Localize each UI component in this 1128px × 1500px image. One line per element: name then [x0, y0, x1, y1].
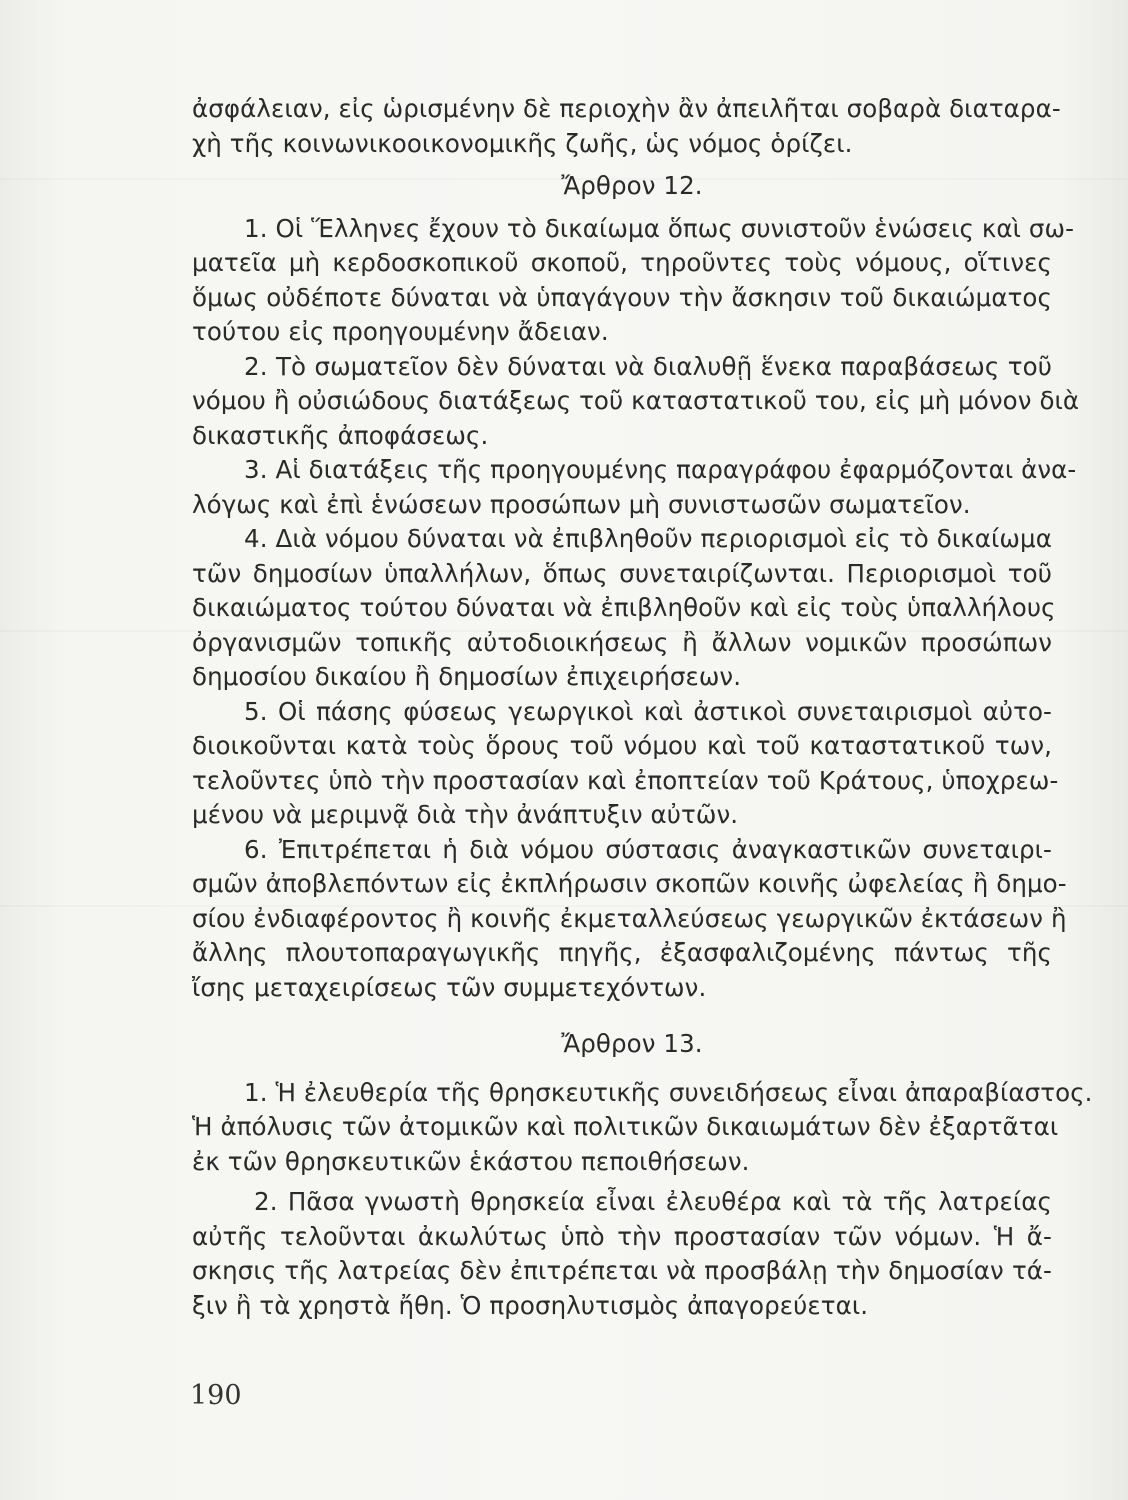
text-line: αὐτῆς τελοῦνται ἀκωλύτως ὑπὸ τὴν προστασίαν τῶν νόμων. Ἡ ἄ- [192, 1221, 1052, 1251]
paragraph-article-12-3 [192, 453, 1077, 522]
page-number: 190 [190, 1380, 242, 1411]
text-line: Ἡ ἀπόλυσις τῶν ἀτομικῶν καὶ πολιτικῶν δικαιωμάτων δὲν ἐξαρτᾶται [192, 1112, 1059, 1141]
text-line: ἀσφάλειαν, εἰς ὡρισμένην δὲ περιοχὴν ἂν ἀπειλῆται σοβαρὰ διαταρα- [192, 94, 1061, 123]
paragraph-article-13-1 [192, 1076, 1093, 1180]
text-line: δημοσίου δικαίου ἢ δημοσίων ἐπιχειρήσεων. [192, 662, 742, 691]
text-line: σμῶν ἀποβλεπόντων εἰς ἐκπλήρωσιν σκοπῶν κοινῆς ὠφελείας ἢ δημο- [192, 869, 1067, 898]
text-line: τελοῦντες ὑπὸ τὴν προστασίαν καὶ ἐποπτείαν τοῦ Κράτους, ὑποχρεω- [192, 765, 1059, 795]
text-line: ματεῖα μὴ κερδοσκοπικοῦ σκοποῦ, τηροῦντες τοὺς νόμους, οἵτινες [192, 248, 1052, 277]
text-line: 2. Πᾶσα γνωστὴ θρησκεία εἶναι ἐλευθέρα καὶ τὰ τῆς λατρείας [254, 1187, 1052, 1216]
text-line: ἄλλης πλουτοπαραγωγικῆς πηγῆς, ἐξασφαλιζομένης πάντως τῆς [192, 938, 1052, 967]
text-line: 1. Οἱ Ἕλληνες ἔχουν τὸ δικαίωμα ὅπως συνιστοῦν ἑνώσεις καὶ σω- [244, 213, 1075, 243]
text-line: ἐκ τῶν θρησκευτικῶν ἑκάστου πεποιθήσεων. [192, 1146, 750, 1176]
text-line: μένου νὰ μεριμνᾷ διὰ τὴν ἀνάπτυξιν αὐτῶν. [192, 800, 739, 829]
paragraph-intro [192, 92, 1061, 161]
paragraph-article-12-5 [192, 695, 1059, 833]
text-line: δικαστικῆς ἀποφάσεως. [192, 420, 489, 450]
text-line: 1. Ἡ ἐλευθερία τῆς θρησκευτικῆς συνειδήσεως εἶναι ἀπαραβίαστος. [244, 1077, 1093, 1107]
text-line: χὴ τῆς κοινωνικοοικονομικῆς ζωῆς, ὡς νόμος ὁρίζει. [192, 128, 853, 158]
paragraph-article-13-2 [192, 1185, 1052, 1323]
text-line: ξιν ἢ τὰ χρηστὰ ἤθη. Ὁ προσηλυτισμὸς ἀπαγορεύεται. [192, 1290, 869, 1320]
text-line: τούτου εἰς προηγουμένην ἄδειαν. [192, 317, 609, 346]
text-line: 3. Αἱ διατάξεις τῆς προηγουμένης παραγράφου ἐφαρμόζονται ἀνα- [244, 455, 1077, 484]
text-line: 5. Οἱ πάσης φύσεως γεωργικοὶ καὶ ἀστικοὶ συνεταιρισμοὶ αὐτο- [244, 696, 1052, 726]
text-line: 4. Διὰ νόμου δύναται νὰ ἐπιβληθοῦν περιορισμοὶ εἰς τὸ δικαίωμα [244, 524, 1052, 553]
text-line: διοικοῦνται κατὰ τοὺς ὅρους τοῦ νόμου καὶ τοῦ καταστατικοῦ των, [192, 731, 1052, 760]
text-line: ὅμως οὐδέποτε δύναται νὰ ὑπαγάγουν τὴν ἄσκησιν τοῦ δικαιώματος [192, 282, 1052, 312]
text-line: ἴσης μεταχειρίσεως τῶν συμμετεχόντων. [192, 972, 707, 1002]
document-body [192, 92, 1093, 1323]
paragraph-article-12-2 [192, 350, 1080, 454]
text-line: νόμου ἢ οὐσιώδους διατάξεως τοῦ καταστατικοῦ του, εἰς μὴ μόνον διὰ [192, 386, 1080, 415]
paragraph-article-12-4 [192, 522, 1056, 695]
text-line: σκησις τῆς λατρείας δὲν ἐπιτρέπεται νὰ προσβάλῃ τὴν δημοσίαν τά- [192, 1256, 1052, 1285]
text-line: σίου ἐνδιαφέροντος ἢ κοινῆς ἐκμεταλλεύσεως γεωργικῶν ἐκτάσεων ἢ [192, 903, 1067, 933]
text-line: τῶν δημοσίων ὑπαλλήλων, ὅπως συνεταιρίζωνται. Περιορισμοὶ τοῦ [192, 558, 1052, 588]
text-line: 2. Τὸ σωματεῖον δὲν δύναται νὰ διαλυθῇ ἕνεκα παραβάσεως τοῦ [244, 351, 1052, 381]
text-line: λόγως καὶ ἐπὶ ἑνώσεων προσώπων μὴ συνιστωσῶν σωματεῖον. [192, 489, 971, 519]
article-heading-12: Ἄρθρον 12. [561, 171, 703, 200]
text-line: ὀργανισμῶν τοπικῆς αὐτοδιοικήσεως ἢ ἄλλων νομικῶν προσώπων [192, 627, 1052, 657]
article-heading-13: Ἄρθρον 13. [561, 1029, 703, 1058]
paragraph-article-12-6 [192, 833, 1067, 1006]
paragraph-article-12-1 [192, 212, 1075, 350]
text-line: δικαιώματος τούτου δύναται νὰ ἐπιβληθοῦν καὶ εἰς τοὺς ὑπαλλήλους [192, 593, 1056, 622]
text-line: 6. Ἐπιτρέπεται ἡ διὰ νόμου σύστασις ἀναγκαστικῶν συνεταιρι- [244, 834, 1052, 864]
